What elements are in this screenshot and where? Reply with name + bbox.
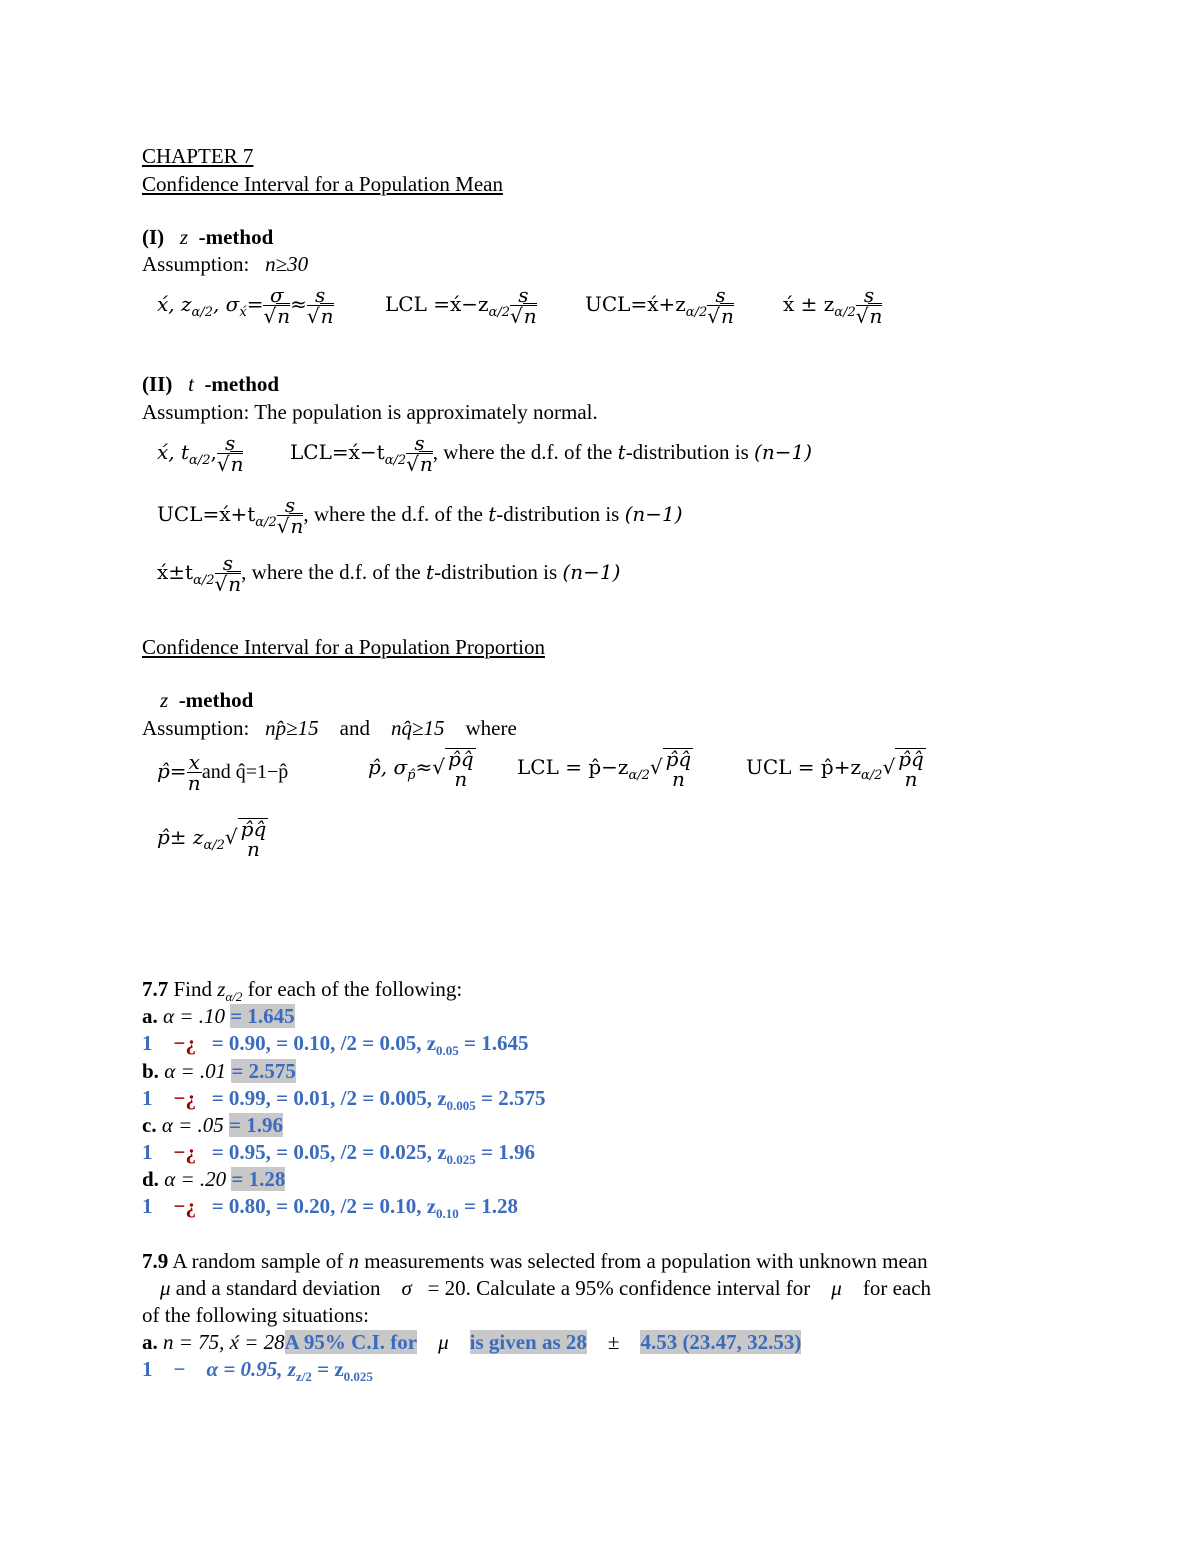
q77-answer-c: = 1.96 — [229, 1113, 283, 1137]
q77-part-d: d. α = .20 = 1.28 — [142, 1167, 286, 1191]
q79-work-a: 1 − α = 0.95, $z_{z/2} = z_{0.025}$ — [142, 1357, 373, 1384]
proportion-lcl: LCL = $p̂-z_{\alpha/2}√$ p̂q̂ n — [517, 747, 692, 791]
q77-title: 7.7 Find $z_{\alpha/2}$ for each of the following: — [142, 977, 463, 1004]
z-method-formula: x́, $z_{\alpha/2}$, $\sigma_{x́}=$ $\frac{\sigma}{√n}$ ≈ $\frac{s}{√n}$ — [157, 283, 334, 328]
q77-work-c: 1 −¿ = 0.95, = 0.05, /2 = 0.025, $z_{0.025} = 1.96$ — [142, 1140, 535, 1167]
q77-answer-d: = 1.28 — [231, 1167, 286, 1191]
q79-line3: of the following situations: — [142, 1303, 369, 1327]
proportion-sigma: p̂, $\sigma_{p̂}\approx√$ p̂q̂ n — [368, 747, 474, 791]
proportion-z-method-label: z -method — [160, 688, 254, 712]
z-method-label: (I) z -method — [142, 225, 274, 249]
z-method-lcl: LCL $=x́-z_{\alpha/2}$ $\frac{s}{√n}$ — [385, 283, 537, 328]
q77-part-b: b. α = .01 = 2.575 — [142, 1059, 296, 1083]
t-method-ucl: $UCL=x́+t_{\alpha/2}$ $\frac{s}{√n}$ , where the d.f. of the t-distribution is (n−1) — [157, 493, 683, 538]
proportion-section-title: Confidence Interval for a Population Proportion — [142, 635, 545, 659]
q77-answer-b: = 2.575 — [231, 1059, 296, 1083]
chapter-title: CHAPTER 7 — [142, 144, 254, 168]
q77-part-a: a. α = .10 = 1.645 — [142, 1004, 295, 1028]
mean-section-title: Confidence Interval for a Population Mean — [142, 172, 503, 196]
proportion-assumption: Assumption: np̂≥15 and nq̂≥15 where — [142, 716, 517, 740]
t-method-label: (II) t -method — [142, 372, 280, 396]
q77-answer-a: = 1.645 — [230, 1004, 295, 1028]
q77-part-c: c. α = .05 = 1.96 — [142, 1113, 283, 1137]
q79-line2: μ and a standard deviation σ = 20. Calculate a 95% confidence interval for μ for each — [160, 1276, 932, 1300]
q79-line1: 7.9 A random sample of n measurements was selected from a population with unknown mean — [142, 1249, 928, 1273]
t-method-assumption: Assumption: The population is approximately normal. — [142, 400, 598, 424]
t-method-lcl: $LCL=x́-t_{\alpha/2}$ $\frac{s}{√n}$ , where the d.f. of the t-distribution is (n−1) — [290, 431, 812, 476]
proportion-ucl: UCL = $p̂+z_{\alpha/2}√$ p̂q̂ n — [746, 747, 924, 791]
z-method-interval: x́ ± $z_{\alpha/2}$ $\frac{s}{√n}$ — [783, 283, 883, 328]
q77-work-a: 1 −¿ = 0.90, = 0.10, /2 = 0.05, $z_{0.05} = 1.645$ — [142, 1031, 529, 1058]
t-method-interval: $x́\pm t_{\alpha/2}$ $\frac{s}{√n}$ , where the d.f. of the t-distribution is (n−1) — [157, 551, 621, 596]
z-method-ucl: $UCL=x́+z_{\alpha/2}$ $\frac{s}{√n}$ — [585, 283, 734, 328]
q79-part-a: a. n = 75, x́ = 28A 95% C.I. for μ is given as 28 ± 4.53 (23.47, 32.53) — [142, 1330, 802, 1354]
t-method-formula: x́, $t_{\alpha/2}$, $\frac{s}{√n}$ — [157, 431, 244, 476]
q77-work-b: 1 −¿ = 0.99, = 0.01, /2 = 0.005, $z_{0.005} = 2.575$ — [142, 1086, 546, 1113]
q77-work-d: 1 −¿ = 0.80, = 0.20, /2 = 0.10, $z_{0.10} = 1.28$ — [142, 1194, 518, 1221]
proportion-interval: p̂± $z_{\alpha/2}√$ p̂q̂ n — [157, 817, 267, 861]
proportion-phat-def: p̂= $\frac{x}{n}$ and q̂=1−p̂ — [157, 750, 289, 795]
z-method-assumption: Assumption: n≥30 — [142, 252, 309, 276]
